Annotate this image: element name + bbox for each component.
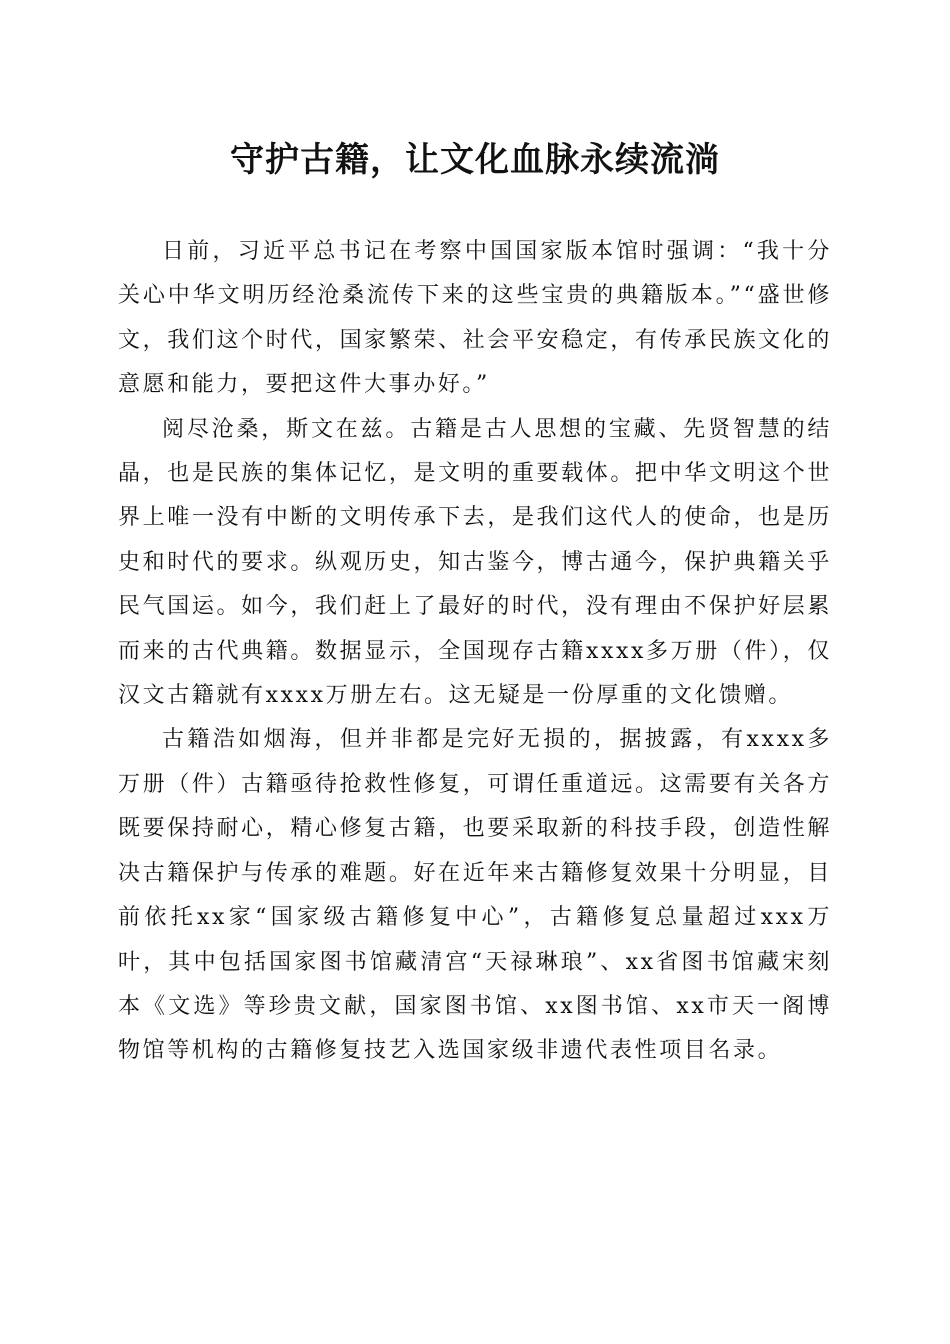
paragraph-1: 日前，习近平总书记在考察中国国家版本馆时强调：“我十分关心中华文明历经沧桑流传下来的这些宝贵的典籍版本。”“盛世修文，我们这个时代，国家繁荣、社会平安稳定，有传承民族文化的意愿和能力，要把这件大事办好。” [118,239,832,398]
document-title: 守护古籍，让文化血脉永续流淌 [230,140,720,180]
paragraph-3: 古籍浩如烟海，但并非都是完好无损的，据披露，有xxxx多万册（件）古籍亟待抢救性修复，可谓任重道远。这需要有关各方既要保持耐心，精心修复古籍，也要采取新的科技手段，创造性解决古籍保护与传承的难题。好在近年来古籍修复效果十分明显，目前依托xx家“国家级古籍修复中心”，古籍修复总量超过xxx万叶，其中包括国家图书馆藏清宫“天禄琳琅”、xx省图书馆藏宋刻本《文选》等珍贵文献，国家图书馆、xx图书馆、xx市天一阁博物馆等机构的古籍修复技艺入选国家级非遗代表性项目名录。 [118,727,832,1064]
paragraph-2: 阅尽沧桑，斯文在兹。古籍是古人思想的宝藏、先贤智慧的结晶，也是民族的集体记忆，是文明的重要载体。把中华文明这个世界上唯一没有中断的文明传承下去，是我们这代人的使命，也是历史和时代的要求。纵观历史，知古鉴今，博古通今，保护典籍关乎民气国运。如今，我们赶上了最好的时代，没有理由不保护好层累而来的古代典籍。数据显示，全国现存古籍xxxx多万册（件），仅汉文古籍就有xxxx万册左右。这无疑是一份厚重的文化馈赠。 [118,416,832,709]
document-body [118,230,832,1074]
